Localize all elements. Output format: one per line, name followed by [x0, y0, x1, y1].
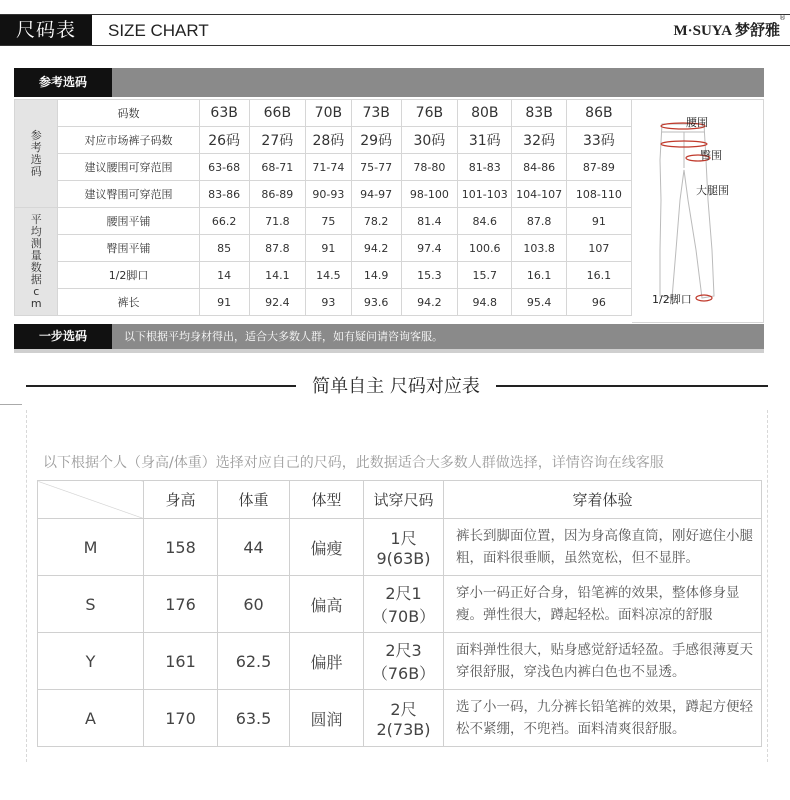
measure-group-text: 平均测量数据cm — [30, 212, 42, 310]
table-row — [38, 690, 762, 747]
value-cell: 14.5 — [306, 262, 352, 289]
value-cell: 76B — [401, 100, 457, 127]
row-label: 1/2脚口 — [58, 262, 199, 289]
reference-table — [14, 99, 632, 316]
value-cell: 14 — [199, 262, 249, 289]
shape-value: 偏高 — [290, 576, 364, 633]
experience-text: 裤长到脚面位置，因为身高像直筒，刚好遮住小腿粗，面料很垂顺，虽然宽松，但不显胖。 — [444, 519, 762, 576]
header-weight: 体重 — [218, 481, 290, 519]
shape-value: 圆润 — [290, 690, 364, 747]
value-cell: 91 — [306, 235, 352, 262]
value-cell: 86-89 — [249, 181, 305, 208]
value-cell: 30码 — [401, 127, 457, 154]
value-cell: 32码 — [512, 127, 566, 154]
personal-size-box — [26, 410, 768, 762]
value-cell: 94.2 — [401, 289, 457, 316]
value-cell: 95.4 — [512, 289, 566, 316]
personal-size-table — [37, 480, 762, 747]
row-label: 腰围平铺 — [58, 208, 199, 235]
value-cell: 93 — [306, 289, 352, 316]
value-cell: 26码 — [199, 127, 249, 154]
value-cell: 97.4 — [401, 235, 457, 262]
value-cell: 31码 — [458, 127, 512, 154]
table-header-row — [38, 481, 762, 519]
value-cell: 94.8 — [458, 289, 512, 316]
table-row — [15, 262, 632, 289]
value-cell: 66.2 — [199, 208, 249, 235]
value-cell: 83-86 — [199, 181, 249, 208]
section-rule-left — [26, 385, 296, 387]
value-cell: 80B — [458, 100, 512, 127]
weight-value: 63.5 — [218, 690, 290, 747]
size-value: 2尺3（76B） — [364, 633, 444, 690]
one-step-strip — [14, 349, 764, 353]
value-cell: 27码 — [249, 127, 305, 154]
height-value: 176 — [144, 576, 218, 633]
value-cell: 28码 — [306, 127, 352, 154]
header-title: SIZE CHART — [108, 21, 209, 40]
weight-value: 60 — [218, 576, 290, 633]
value-cell: 84-86 — [512, 154, 566, 181]
experience-text: 面料弹性很大，贴身感觉舒适轻盈。手感很薄夏天穿很舒服，穿浅色内裤白色也不显透。 — [444, 633, 762, 690]
reference-group-label — [15, 100, 58, 208]
value-cell: 108-110 — [566, 181, 631, 208]
brand-logo: M·SUYA 梦舒雅 — [673, 23, 780, 39]
value-cell: 63B — [199, 100, 249, 127]
table-row — [15, 235, 632, 262]
section-rule-right — [496, 385, 768, 387]
height-value: 170 — [144, 690, 218, 747]
value-cell: 84.6 — [458, 208, 512, 235]
reference-title-bar — [14, 68, 764, 97]
header-size: 试穿尺码 — [364, 481, 444, 519]
one-step-note: 以下根据平均身材得出，适合大多数人群，如有疑问请咨询客服。 — [124, 330, 443, 343]
table-row — [15, 154, 632, 181]
measure-group-label — [15, 208, 58, 316]
model-name: Y — [38, 633, 144, 690]
reference-tag: 参考选码 — [14, 68, 112, 97]
value-cell: 87-89 — [566, 154, 631, 181]
value-cell: 87.8 — [249, 235, 305, 262]
header-shape: 体型 — [290, 481, 364, 519]
trousers-illustration — [632, 99, 764, 323]
personal-note: 以下根据个人（身高/体重）选择对应自己的尺码，此数据适合大多数人群做选择，详情咨询在线客服 — [43, 455, 664, 471]
row-label: 对应市场裤子码数 — [58, 127, 199, 154]
value-cell: 100.6 — [458, 235, 512, 262]
value-cell: 63-68 — [199, 154, 249, 181]
value-cell: 33码 — [566, 127, 631, 154]
table-row — [15, 100, 632, 127]
value-cell: 29码 — [351, 127, 401, 154]
value-cell: 94-97 — [351, 181, 401, 208]
value-cell: 87.8 — [512, 208, 566, 235]
value-cell: 86B — [566, 100, 631, 127]
size-value: 2尺1（70B） — [364, 576, 444, 633]
size-value: 2尺2(73B) — [364, 690, 444, 747]
label-hip: 臀围 — [700, 149, 722, 162]
reference-size-chart — [14, 68, 764, 358]
value-cell: 81-83 — [458, 154, 512, 181]
value-cell: 90-93 — [306, 181, 352, 208]
label-thigh: 大腿围 — [696, 184, 729, 197]
table-row — [15, 181, 632, 208]
table-row — [15, 289, 632, 316]
value-cell: 16.1 — [512, 262, 566, 289]
size-value: 1尺9(63B) — [364, 519, 444, 576]
value-cell: 91 — [199, 289, 249, 316]
value-cell: 107 — [566, 235, 631, 262]
value-cell: 85 — [199, 235, 249, 262]
model-name: S — [38, 576, 144, 633]
header-experience: 穿着体验 — [444, 481, 762, 519]
value-cell: 94.2 — [351, 235, 401, 262]
value-cell: 92.4 — [249, 289, 305, 316]
row-label: 建议臀围可穿范围 — [58, 181, 199, 208]
model-name: M — [38, 519, 144, 576]
value-cell: 104-107 — [512, 181, 566, 208]
row-label: 建议腰围可穿范围 — [58, 154, 199, 181]
one-step-bar — [14, 324, 764, 349]
row-label: 码数 — [58, 100, 199, 127]
size-chart-header — [0, 14, 790, 46]
value-cell: 14.1 — [249, 262, 305, 289]
label-hem: 1/2脚口 — [652, 293, 692, 306]
value-cell: 96 — [566, 289, 631, 316]
experience-text: 穿小一码正好合身，铅笔裤的效果，整体修身显瘦。弹性很大，蹲起轻松。面料凉凉的舒服 — [444, 576, 762, 633]
label-waist: 腰围 — [686, 116, 708, 129]
value-cell: 66B — [249, 100, 305, 127]
model-name: A — [38, 690, 144, 747]
value-cell: 15.3 — [401, 262, 457, 289]
header-corner — [38, 481, 144, 519]
side-rule — [0, 404, 22, 405]
height-value: 158 — [144, 519, 218, 576]
value-cell: 93.6 — [351, 289, 401, 316]
row-label: 臀围平铺 — [58, 235, 199, 262]
value-cell: 78-80 — [401, 154, 457, 181]
table-row — [38, 576, 762, 633]
value-cell: 16.1 — [566, 262, 631, 289]
shape-value: 偏瘦 — [290, 519, 364, 576]
section-heading — [26, 370, 768, 400]
header-tag: 尺码表 — [0, 15, 92, 45]
section-title: 简单自主 尺码对应表 — [312, 376, 480, 397]
value-cell: 68-71 — [249, 154, 305, 181]
value-cell: 98-100 — [401, 181, 457, 208]
table-row — [38, 519, 762, 576]
value-cell: 15.7 — [458, 262, 512, 289]
value-cell: 70B — [306, 100, 352, 127]
registered-mark: ® — [779, 14, 786, 22]
value-cell: 75-77 — [351, 154, 401, 181]
value-cell: 78.2 — [351, 208, 401, 235]
weight-value: 62.5 — [218, 633, 290, 690]
value-cell: 71.8 — [249, 208, 305, 235]
value-cell: 73B — [351, 100, 401, 127]
value-cell: 81.4 — [401, 208, 457, 235]
table-row — [15, 208, 632, 235]
value-cell: 71-74 — [306, 154, 352, 181]
table-row — [15, 127, 632, 154]
one-step-tag: 一步选码 — [14, 324, 112, 349]
table-row — [38, 633, 762, 690]
weight-value: 44 — [218, 519, 290, 576]
height-value: 161 — [144, 633, 218, 690]
value-cell: 75 — [306, 208, 352, 235]
shape-value: 偏胖 — [290, 633, 364, 690]
experience-text: 选了小一码，九分裤长铅笔裤的效果，蹲起方便轻松不紧绷，不兜裆。面料清爽很舒服。 — [444, 690, 762, 747]
value-cell: 101-103 — [458, 181, 512, 208]
header-height: 身高 — [144, 481, 218, 519]
value-cell: 14.9 — [351, 262, 401, 289]
header-bottom-rule — [0, 45, 790, 46]
reference-group-text: 参考选码 — [30, 128, 42, 178]
value-cell: 103.8 — [512, 235, 566, 262]
row-label: 裤长 — [58, 289, 199, 316]
value-cell: 83B — [512, 100, 566, 127]
value-cell: 91 — [566, 208, 631, 235]
